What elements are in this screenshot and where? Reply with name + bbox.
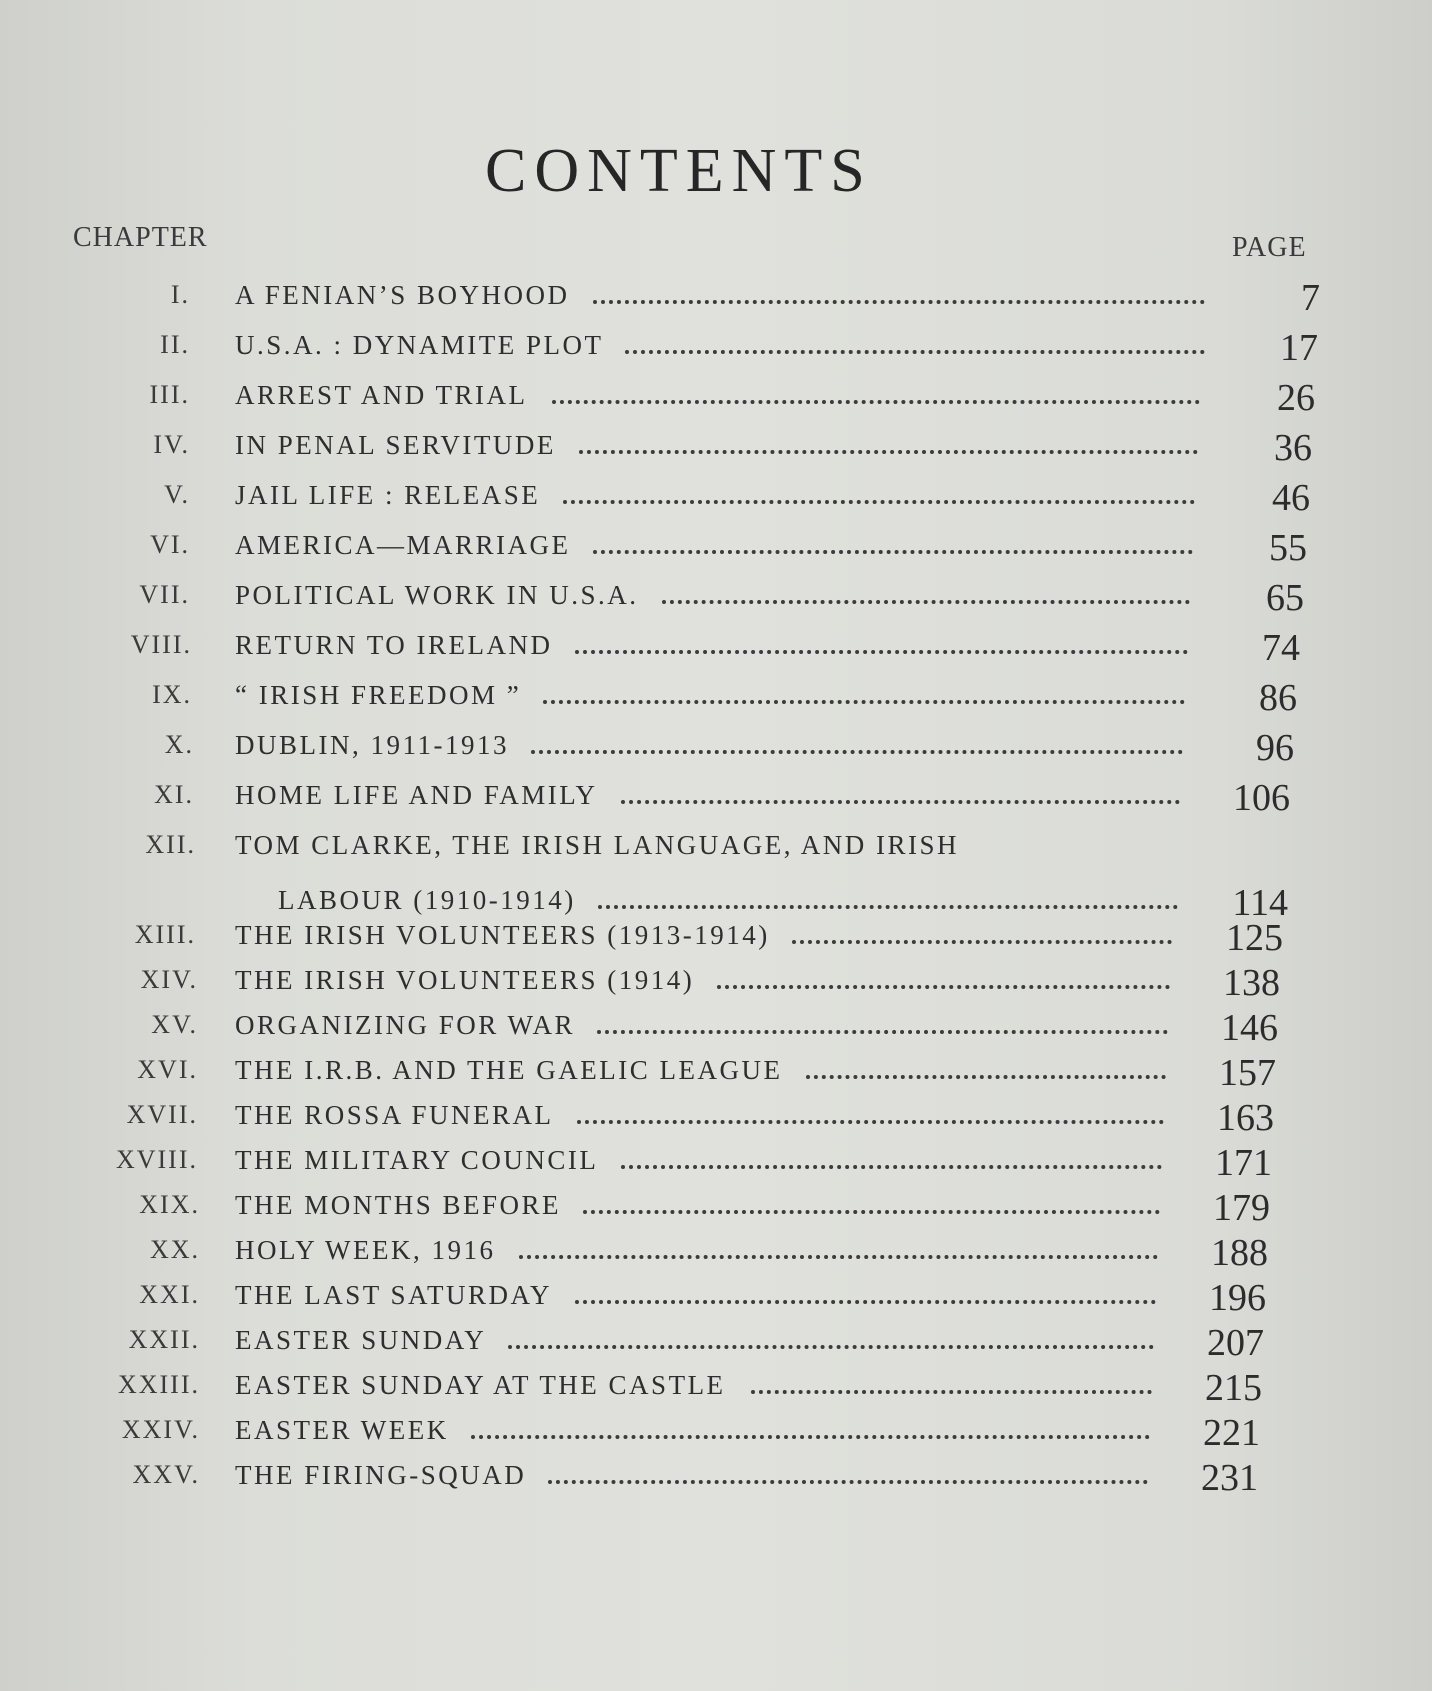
leader-dots	[519, 1249, 1158, 1259]
chapter-number: XXII.	[128, 1325, 200, 1354]
chapter-number: XV.	[151, 1010, 198, 1039]
chapter-column-label: CHAPTER	[73, 222, 208, 253]
leader-dots	[508, 1339, 1154, 1349]
chapter-title: AMERICA—MARRIAGE	[235, 530, 571, 560]
leader-dots	[625, 344, 1205, 354]
leader-dots	[662, 594, 1190, 604]
chapter-title: U.S.A. : DYNAMITE PLOT	[235, 330, 604, 360]
page-number: 179	[1213, 1187, 1270, 1229]
chapter-number: XII.	[145, 830, 196, 859]
page-number: 17	[1280, 327, 1318, 369]
chapter-title: JAIL LIFE : RELEASE	[235, 480, 541, 510]
chapter-title: HOLY WEEK, 1916	[235, 1235, 496, 1265]
page-number: 26	[1277, 377, 1315, 419]
page-number: 65	[1266, 577, 1304, 619]
leader-dots	[579, 444, 1198, 454]
chapter-title: TOM CLARKE, THE IRISH LANGUAGE, AND IRISH	[235, 830, 960, 860]
chapter-title: A FENIAN’S BOYHOOD	[235, 280, 570, 310]
leader-dots	[563, 494, 1195, 504]
chapter-number: XXI.	[139, 1280, 200, 1309]
page-number: 7	[1301, 277, 1320, 319]
leader-dots	[543, 694, 1185, 704]
leader-dots	[548, 1474, 1148, 1484]
leader-dots	[593, 294, 1205, 304]
chapter-title: THE I.R.B. AND THE GAELIC LEAGUE	[235, 1055, 783, 1085]
chapter-title: EASTER WEEK	[235, 1415, 449, 1445]
leader-dots	[575, 644, 1188, 654]
leader-dots	[471, 1429, 1150, 1439]
page-number: 157	[1219, 1052, 1276, 1094]
leader-dots	[792, 934, 1172, 944]
page-number: 146	[1221, 1007, 1278, 1049]
chapter-number: XIX.	[139, 1190, 200, 1219]
page-number: 188	[1211, 1232, 1268, 1274]
chapter-title: THE MILITARY COUNCIL	[235, 1145, 599, 1175]
page-number: 74	[1262, 627, 1300, 669]
chapter-number: VIII.	[130, 630, 192, 659]
chapter-title: HOME LIFE AND FAMILY	[235, 780, 598, 810]
leader-dots	[621, 1159, 1162, 1169]
chapter-title: ARREST AND TRIAL	[235, 380, 528, 410]
chapter-number: XIII.	[134, 920, 196, 949]
chapter-title: EASTER SUNDAY	[235, 1325, 487, 1355]
chapter-title: EASTER SUNDAY AT THE CASTLE	[235, 1370, 726, 1400]
chapter-title: POLITICAL WORK IN U.S.A.	[235, 580, 639, 610]
leader-dots	[621, 794, 1180, 804]
page-number: 96	[1256, 727, 1294, 769]
chapter-title: RETURN TO IRELAND	[235, 630, 553, 660]
chapter-number: I.	[170, 280, 190, 309]
leader-dots	[597, 1024, 1168, 1034]
chapter-title: ORGANIZING FOR WAR	[235, 1010, 576, 1040]
page-number: 114	[1232, 882, 1288, 924]
chapter-title: THE LAST SATURDAY	[235, 1280, 553, 1310]
chapter-number: XXIII.	[117, 1370, 200, 1399]
chapter-number: XVII.	[126, 1100, 198, 1129]
leader-dots	[531, 744, 1183, 754]
page-number: 207	[1207, 1322, 1264, 1364]
page-column-label: PAGE	[1232, 232, 1307, 263]
chapter-title: THE ROSSA FUNERAL	[235, 1100, 554, 1130]
page-number: 55	[1269, 527, 1307, 569]
chapter-number: X.	[164, 730, 194, 759]
page-title: CONTENTS	[485, 137, 873, 205]
leader-dots	[598, 899, 1178, 909]
leader-dots	[583, 1204, 1160, 1214]
chapter-number: VII.	[139, 580, 190, 609]
page-number: 163	[1217, 1097, 1274, 1139]
page-number: 171	[1215, 1142, 1272, 1184]
chapter-number: II.	[160, 330, 190, 359]
chapter-number: XI.	[154, 780, 194, 809]
chapter-title: “ IRISH FREEDOM ”	[235, 680, 522, 710]
chapter-number: VI.	[150, 530, 190, 559]
chapter-number: XVI.	[137, 1055, 198, 1084]
leader-dots	[751, 1384, 1152, 1394]
leader-dots	[593, 544, 1193, 554]
page-number: 138	[1223, 962, 1280, 1004]
chapter-title: DUBLIN, 1911-1913	[235, 730, 509, 760]
chapter-number: XXIV.	[121, 1415, 200, 1444]
chapter-number: V.	[164, 480, 190, 509]
leader-dots	[717, 979, 1170, 989]
chapter-number: XXV.	[132, 1460, 200, 1489]
leader-dots	[806, 1069, 1166, 1079]
chapter-title: THE MONTHS BEFORE	[235, 1190, 562, 1220]
leader-dots	[577, 1114, 1164, 1124]
page-number: 46	[1272, 477, 1310, 519]
page-number: 86	[1259, 677, 1297, 719]
chapter-number: XIV.	[140, 965, 198, 994]
leader-dots	[552, 394, 1200, 404]
page-number: 196	[1209, 1277, 1266, 1319]
chapter-title: IN PENAL SERVITUDE	[235, 430, 556, 460]
chapter-number: III.	[149, 380, 190, 409]
chapter-title-continued: LABOUR (1910-1914)	[278, 885, 576, 915]
page-number: 36	[1274, 427, 1312, 469]
page-number: 231	[1201, 1457, 1258, 1499]
leader-dots	[575, 1294, 1156, 1304]
chapter-number: XVIII.	[115, 1145, 198, 1174]
chapter-number: IX.	[152, 680, 192, 709]
chapter-number: IV.	[153, 430, 190, 459]
chapter-title: THE IRISH VOLUNTEERS (1913-1914)	[235, 920, 770, 950]
page-number: 221	[1203, 1412, 1260, 1454]
chapter-number: XX.	[149, 1235, 200, 1264]
page-number: 215	[1205, 1367, 1262, 1409]
chapter-title: THE IRISH VOLUNTEERS (1914)	[235, 965, 695, 995]
page-number: 106	[1233, 777, 1290, 819]
page-number: 125	[1226, 917, 1283, 959]
chapter-title: THE FIRING-SQUAD	[235, 1460, 527, 1490]
